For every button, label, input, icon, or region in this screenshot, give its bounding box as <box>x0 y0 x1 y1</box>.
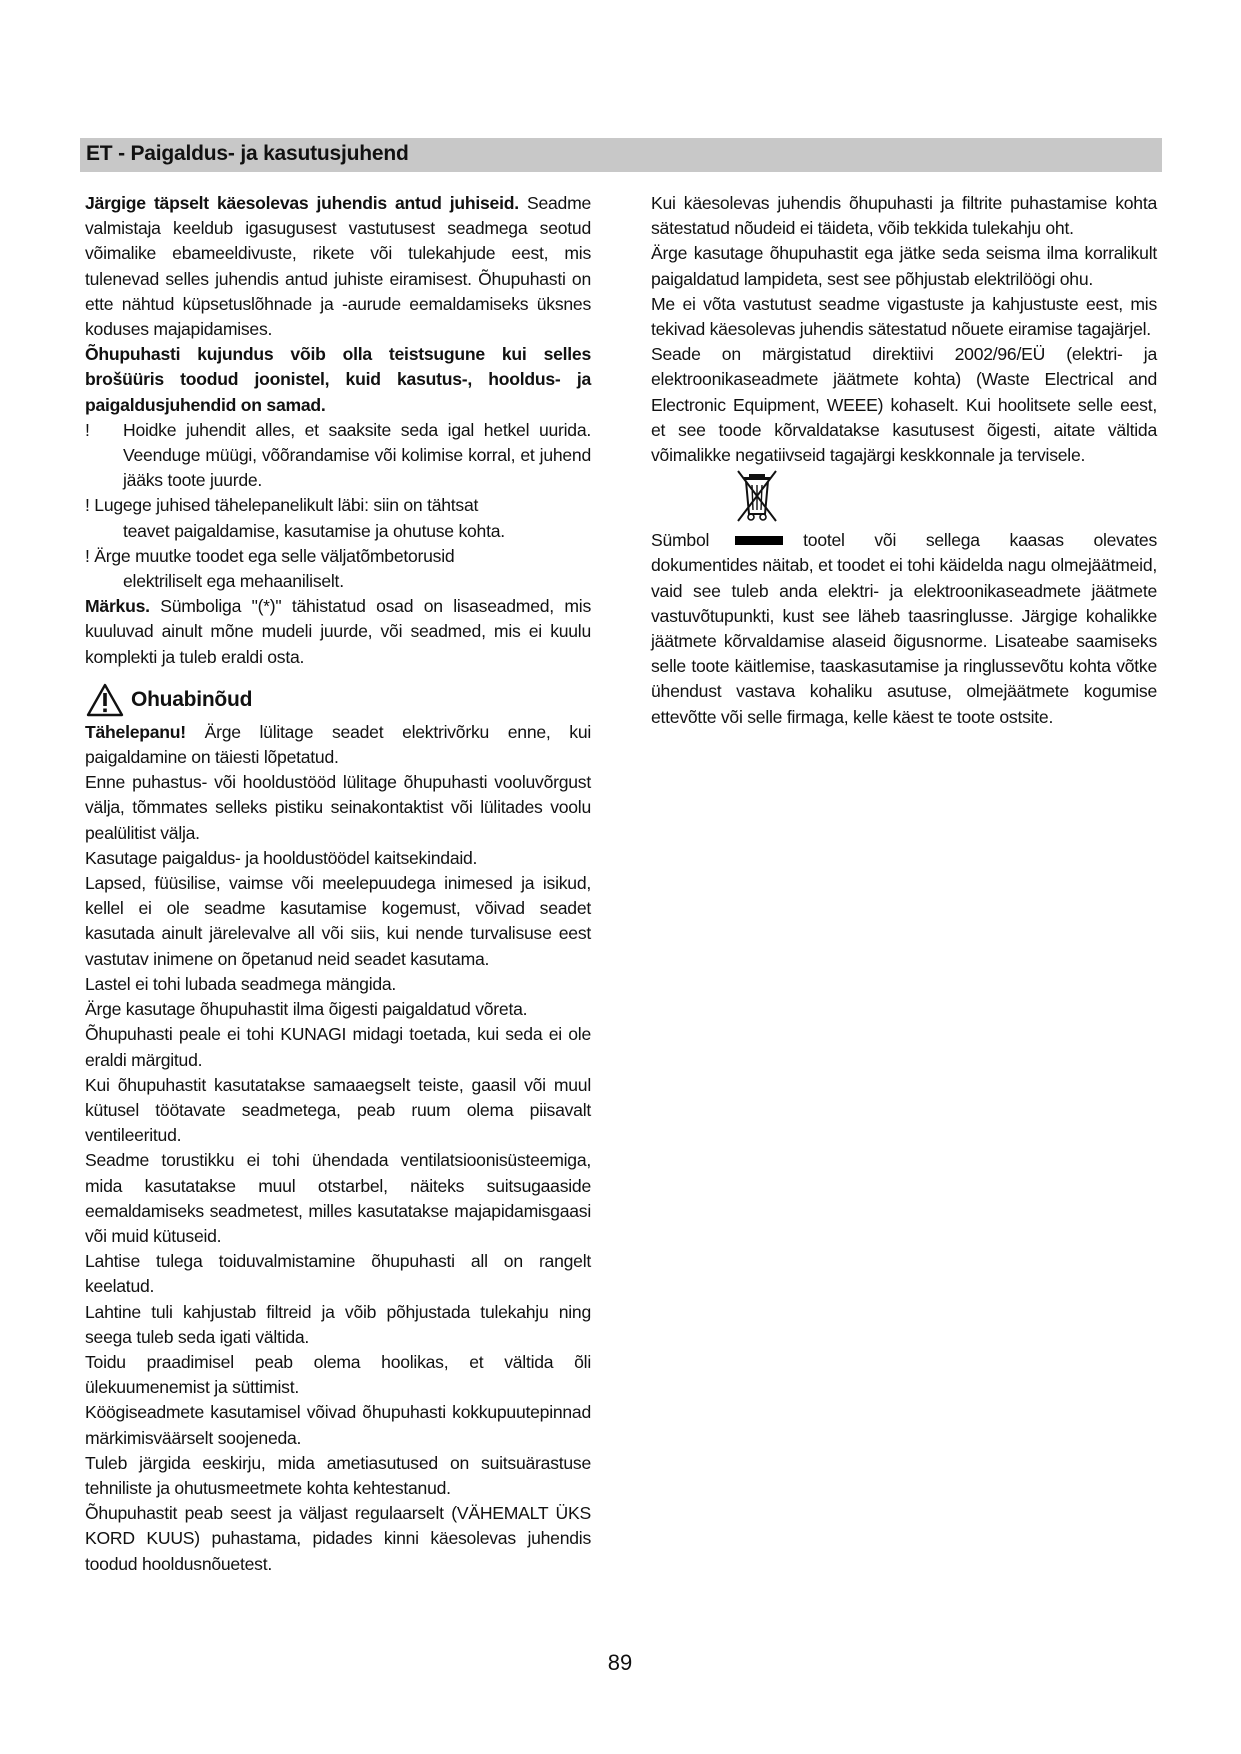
safety-heading-text: Ohuabinõud <box>131 688 253 712</box>
right-paragraph: Me ei võta vastutust seadme vigastuste ja kahjustuste eest, mis tekivad käesolevas juhendis sätestatud nõuete eiramise tagajärjel. <box>651 293 1157 340</box>
safety-paragraph: Lapsed, füüsilise, vaimse või meelepuudega inimesed ja isikud, kellel ei ole seadme kasutamise kogemust, võivad seadet kasutada ainult järelevalve all või siis, kui nende turvalisuse eest vastutav inimene on õpetanud neid seadet kasutama. <box>85 873 591 969</box>
weee-bar-icon <box>735 536 783 545</box>
attention-label: Tähelepanu! <box>85 721 186 742</box>
bullet-keep-manual <box>85 418 591 494</box>
exclamation-mark: ! <box>85 419 90 440</box>
safety-paragraph: Enne puhastus- või hooldustööd lülitage õhupuhasti vooluvõrgust välja, tõmmates selleks pistiku seinakontaktist või lülitades voolu pealülitist välja. <box>85 772 591 843</box>
page-number: 89 <box>607 1650 633 1675</box>
note-text: Sümboliga "(*)" tähistatud osad on lisaseadmed, mis kuuluvad ainult mõne mudeli juurde, või seadmed, mis ei kuulu komplekti ja tuleb eraldi osta. <box>85 596 591 667</box>
bullet-text-continued: elektriliselt ega mehaaniliselt. <box>123 571 344 592</box>
safety-paragraph: Lahtise tulega toiduvalmistamine õhupuhasti all on rangelt keelatud. <box>85 1251 591 1297</box>
weee-explanation: dokumentides näitab, et toodet ei tohi käidelda nagu olmejäätmeid, vaid see tuleb anda elektri- ja elektroonikaseadmete jäätmete vastuvõtupunkti, kust see läheb taasringlusse. Järgige kohalikke jäätmete kõrvaldamise alaseid õigusnorme. Lisateabe saamiseks selle toote käitlemise, taaskasutamise ja ringlussevõtu kohta võtke ühendust vastava kohaliku asutuse, olmejäätmete kogumise ettevõtte või selle firmaga, kelle käest te toote ostsite. <box>651 555 1157 727</box>
symbol-word: Sümbol <box>651 530 710 551</box>
bullet-text-continued: teavet paigaldamise, kasutamise ja ohutuse kohta. <box>123 520 505 541</box>
note-label: Märkus. <box>85 596 150 617</box>
safety-paragraph: Lastel ei tohi lubada seadmega mängida. <box>85 973 397 994</box>
safety-paragraph: Õhupuhasti peale ei tohi KUNAGI midagi toetada, kui seda ei ole eraldi märgitud. <box>85 1024 591 1070</box>
page-title: ET - Paigaldus- ja kasutusjuhend <box>86 142 409 165</box>
exclamation-mark: ! <box>85 545 90 566</box>
attention-paragraph <box>85 720 591 770</box>
attention-text: Ärge lülitage seadet elektrivõrku enne, kui paigaldamine on täiesti lõpetatud. <box>85 721 592 768</box>
safety-paragraph: Kui õhupuhastit kasutatakse samaaegselt teiste, gaasil või muul kütusel töötavate seadmetega, peab ruum olema piisavalt ventileeritud. <box>85 1074 591 1146</box>
note-paragraph <box>85 594 591 670</box>
safety-paragraph: Seadme torustikku ei tohi ühendada ventilatsioonisüsteemiga, mida kasutatakse muul otstarbel, näiteks suitsugaaside eemaldamiseks seadmetest, milles kasutatakse majapidamisgaasi või muid kütuseid. <box>85 1150 591 1246</box>
weee-symbol-area <box>651 470 1157 528</box>
warning-triangle-icon <box>85 682 125 718</box>
right-paragraph: Kui käesolevas juhendis õhupuhasti ja filtrite puhastamise kohta sätestatud nõudeid ei täideta, võib tekkida tulekahju oht. <box>651 193 1157 239</box>
safety-paragraph: Toidu praadimisel peab olema hoolikas, et vältida õli ülekuumenemist ja süttimist. <box>85 1351 591 1398</box>
left-column <box>85 191 591 1577</box>
safety-paragraph: Ärge kasutage õhupuhastit ilma õigesti paigaldatud võreta. <box>85 999 528 1020</box>
safety-paragraph: Lahtine tuli kahjustab filtreid ja võib põhjustada tulekahju ning seega tuleb seda igati vältida. <box>85 1301 591 1347</box>
bullet-text: Hoidke juhendit alles, et saaksite seda igal hetkel uurida. Veenduge müügi, võõrandamise või kolimise korral, et juhend jääks toote juurde. <box>123 419 591 491</box>
design-notice: Õhupuhasti kujundus võib olla teistsugune kui selles brošüüris toodud joonistel, kuid kasutus-, hooldus- ja paigaldusjuhendid on samad. <box>85 344 591 415</box>
crossed-out-bin-icon <box>735 468 779 526</box>
bullet-read-carefully <box>85 493 591 543</box>
symbol-line <box>651 528 1157 553</box>
safety-paragraph: Köögiseadmete kasutamisel võivad õhupuhasti kokkupuutepinnad märkimisväärselt soojeneda. <box>85 1402 591 1448</box>
right-paragraph: Ärge kasutage õhupuhastit ega jätke seda seisma ilma korralikult paigaldatud lampideta, sest see põhjustab elektrilöögi ohu. <box>651 243 1157 289</box>
intro-paragraph <box>85 191 591 342</box>
intro-bold: Järgige täpselt käesolevas juhendis antud juhiseid. <box>85 193 519 213</box>
bullet-text: Lugege juhised tähelepanelikult läbi: siin on tähtsat <box>94 495 479 516</box>
right-column <box>651 191 1157 730</box>
symbol-rest: tootel või sellega kaasas olevates <box>803 530 1157 551</box>
weee-paragraph: Seade on märgistatud direktiivi 2002/96/EÜ (elektri- ja elektroonikaseadmete jäätmete kohta) (Waste Electrical and Electronic Equipment, WEEE) kohaselt. Kui hoolitsete selle eest, et see toode kõrvaldatakse kasutusest õigesti, aitate vältida võimalikke negatiivseid tagajärgi keskkonnale ja tervisele. <box>651 344 1157 466</box>
exclamation-mark: ! <box>85 495 90 516</box>
safety-paragraph: Kasutage paigaldus- ja hooldustöödel kaitsekindaid. <box>85 847 478 868</box>
safety-heading <box>85 682 591 718</box>
safety-paragraph: Õhupuhastit peab seest ja väljast regulaarselt (VÄHEMALT ÜKS KORD KUUS) puhastama, pidades kinni käesolevas juhendis toodud hooldusnõuetest. <box>85 1503 591 1574</box>
bullet-do-not-modify <box>85 544 591 594</box>
intro-text: Seadme valmistaja keeldub igasugusest vastutusest seadmega seotud võimalike ebameeldivuste, rikete või tulekahjude eest, mis tulenevad selles juhendis antud juhiste eiramisest. Õhupuhasti on ette nähtud küpsetuslõhnade ja -aurude eemaldamiseks üksnes koduses majapidamises. <box>85 193 592 340</box>
safety-paragraph: Tuleb järgida eeskirju, mida ametiasutused on suitsuärastuse tehniliste ja ohutusmeetmete kohta kehtestanud. <box>85 1452 591 1498</box>
bullet-text: Ärge muutke toodet ega selle väljatõmbetorusid <box>94 545 455 566</box>
